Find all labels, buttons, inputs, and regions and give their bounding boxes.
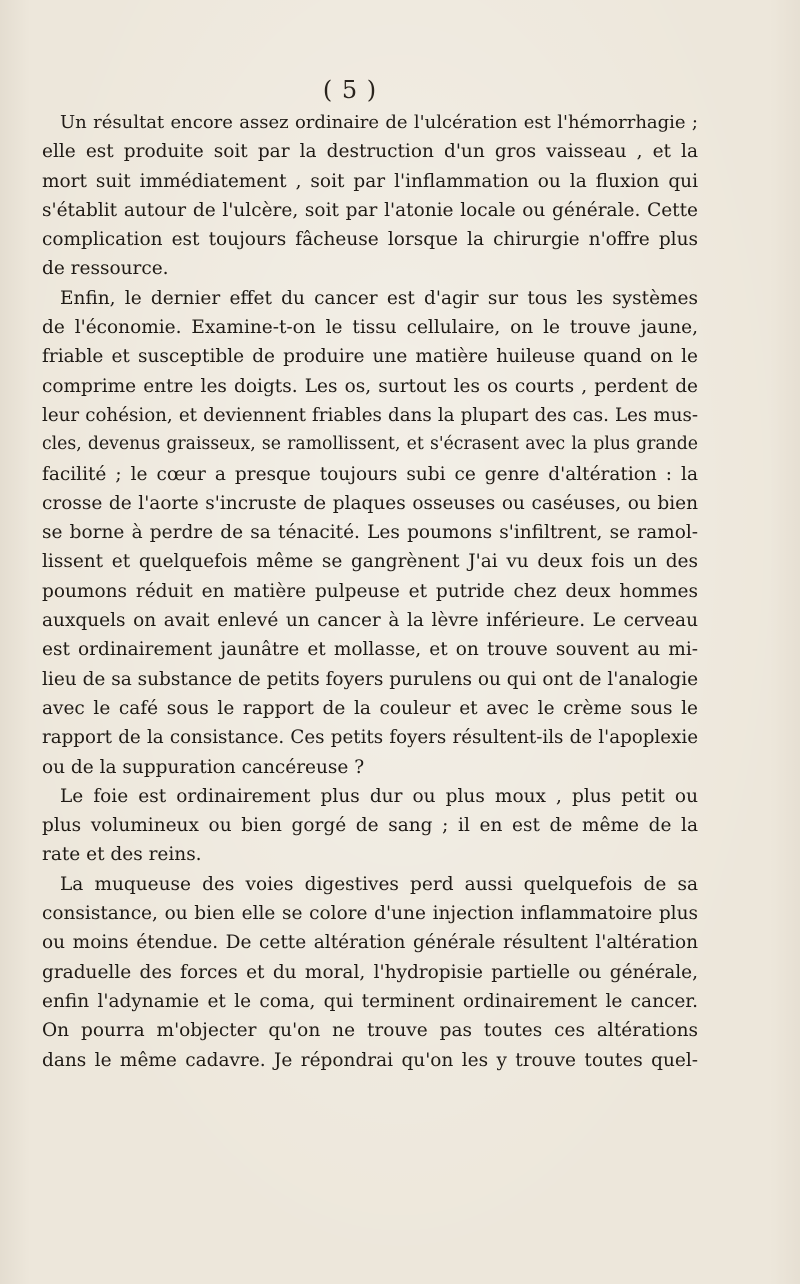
text-line: friable et susceptible de produire une matière huileuse quand on le [42, 346, 698, 368]
page-number: ( 5 ) [322, 76, 378, 104]
text-line: On pourra m'objecter qu'on ne trouve pas toutes ces altérations [42, 1020, 698, 1042]
text-line: graduelle des forces et du moral, l'hydropisie partielle ou générale, [42, 961, 698, 983]
text-line: avec le café sous le rapport de la couleur et avec le crème sous le [42, 697, 698, 719]
text-line: plus volumineux ou bien gorgé de sang ; il en est de même de la [42, 815, 698, 837]
body-text [42, 108, 698, 1075]
text-line: consistance, ou bien elle se colore d'une injection inflammatoire plus [42, 903, 698, 925]
text-line: rapport de la consistance. Ces petits foyers résultent-ils de l'apoplexie [42, 727, 698, 749]
text-line: ou moins étendue. De cette altération générale résultent l'altération [42, 932, 698, 954]
text-line: comprime entre les doigts. Les os, surtout les os courts , perdent de [42, 375, 698, 397]
text-line: enfin l'adynamie et le coma, qui terminent ordinairement le cancer. [42, 990, 698, 1012]
text-line: rate et des reins. [42, 844, 202, 866]
text-line: poumons réduit en matière pulpeuse et putride chez deux hommes [42, 580, 698, 602]
text-line: ou de la suppuration cancéreuse ? [42, 756, 365, 778]
text-line: de l'économie. Examine-t-on le tissu cellulaire, on le trouve jaune, [42, 317, 698, 339]
text-line: crosse de l'aorte s'incruste de plaques osseuses ou caséuses, ou bien [42, 492, 698, 514]
text-line: facilité ; le cœur a presque toujours subi ce genre d'altération : la [42, 463, 698, 485]
text-line: complication est toujours fâcheuse lorsque la chirurgie n'offre plus [42, 229, 698, 251]
text-line: elle est produite soit par la destruction d'un gros vaisseau , et la [42, 141, 698, 163]
text-line: s'établit autour de l'ulcère, soit par l'atonie locale ou générale. Cette [42, 199, 698, 221]
text-line: lissent et quelquefois même se gangrènent J'ai vu deux fois un des [42, 551, 698, 573]
text-line: lieu de sa substance de petits foyers purulens ou qui ont de l'analogie [42, 668, 698, 690]
text-line: Le foie est ordinairement plus dur ou plus moux , plus petit ou [60, 785, 698, 807]
text-line: leur cohésion, et deviennent friables dans la plupart des cas. Les mus- [42, 404, 698, 426]
text-line: de ressource. [42, 258, 169, 280]
text-line: se borne à perdre de sa ténacité. Les poumons s'infiltrent, se ramol- [42, 522, 698, 544]
text-line: mort suit immédiatement , soit par l'inflammation ou la fluxion qui [42, 170, 698, 192]
text-line: dans le même cadavre. Je répondrai qu'on les y trouve toutes quel- [42, 1049, 698, 1071]
text-line: est ordinairement jaunâtre et mollasse, et on trouve souvent au mi- [42, 639, 698, 661]
text-line: Enfin, le dernier effet du cancer est d'agir sur tous les systèmes [60, 287, 698, 309]
text-line: auxquels on avait enlevé un cancer à la lèvre inférieure. Le cerveau [42, 610, 698, 632]
text-line: Un résultat encore assez ordinaire de l'ulcération est l'hémorrhagie ; [60, 112, 698, 133]
text-line: cles, devenus graisseux, se ramollissent, et s'écrasent avec la plus grande [42, 434, 698, 455]
text-line: La muqueuse des voies digestives perd aussi quelquefois de sa [60, 873, 698, 895]
